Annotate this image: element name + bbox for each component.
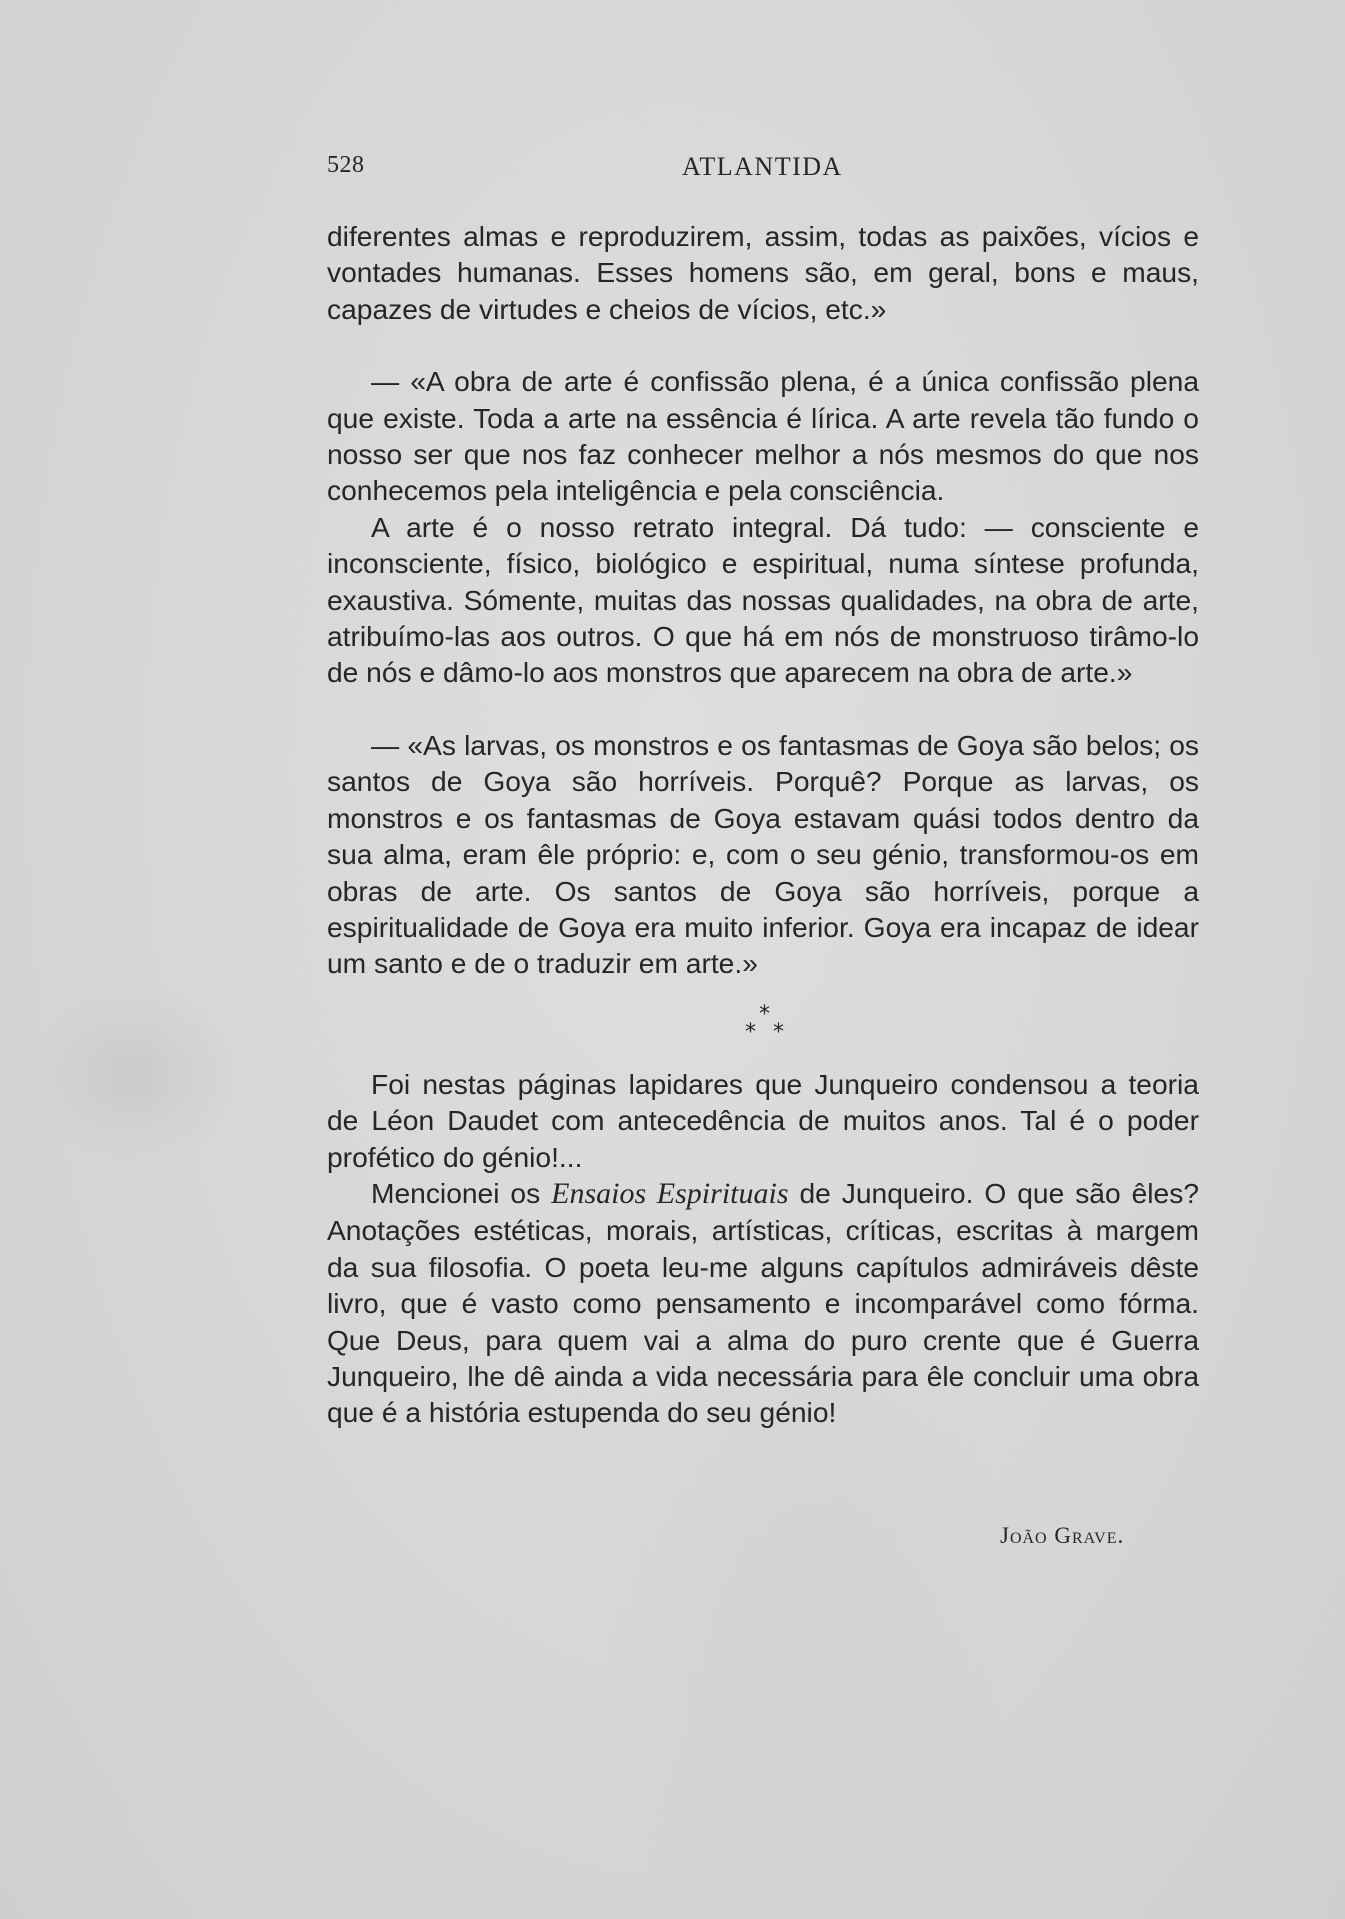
author-signature: João Grave. xyxy=(1000,1523,1125,1548)
asterisk-left: * xyxy=(745,1019,756,1045)
paragraph-6-start: Mencionei os xyxy=(371,1176,552,1209)
asterisk-right: * xyxy=(773,1019,784,1045)
asterisk-top: * xyxy=(759,1001,770,1027)
paragraph-4: — «As larvas, os monstros e os fantasmas de Goya são belos; os santos de Goya são horríveis. Porquê? Porque as larvas, os monstros e os fantasmas de Goya estavam quási todos dentro da sua alma, eram êle próprio: e, com o seu génio, transformou-os em obras de arte. Os santos de Goya são horríveis, porque a espiritualidade de Goya era muito inferior. Goya era incapaz de idear um santo e de o traduzir em arte.» xyxy=(327,728,1199,980)
running-head-title: ATLANTIDA xyxy=(682,152,843,181)
paragraph-2: — «A obra de arte é confissão plena, é a única confissão plena que existe. Toda a arte na essência é lírica. A arte revela tão fundo o nosso ser que nos faz conhecer melhor a nós mesmos do que nos conhecemos pela inteligência e pela consciência. xyxy=(327,365,1199,507)
page-header xyxy=(327,152,1197,188)
paragraph-3: A arte é o nosso retrato integral. Dá tudo: — consciente e inconsciente, físico, biológico e espiritual, numa síntese profunda, exaustiva. Sómente, muitas das nossas qualidades, na obra de arte, atribuímo-las aos outros. O que há em nós de monstruoso tirâmo-lo de nós e dâmo-lo aos monstros que aparecem na obra de arte.» xyxy=(327,510,1199,689)
book-title-italic: Ensaios Espirituais xyxy=(551,1176,789,1210)
paragraph-6-end: de Junqueiro. O que são êles? Anotações estéticas, morais, artísticas, críticas, escritas à margem da sua filosofia. O poeta leu-me alguns capítulos admiráveis dêste livro, que é vasto como pensamento e incomparável como fórma. Que Deus, para quem vai a alma do puro crente que é Guerra Junqueiro, lhe dê ainda a vida necessária para êle concluir uma obra que é a história estupenda do seu génio! xyxy=(327,1176,1200,1429)
paragraph-6 xyxy=(327,1175,1199,1431)
paragraph-1: diferentes almas e reproduzirem, assim, todas as paixões, vícios e vontades humanas. Esses homens são, em geral, bons e maus, capazes de virtudes e cheios de vícios, etc.» xyxy=(327,220,1199,325)
asterism-divider xyxy=(327,1000,1199,1052)
paragraph-5: Foi nestas páginas lapidares que Junqueiro condensou a teoria de Léon Daudet com antecedência de muitos anos. Tal é o poder profético do génio!... xyxy=(327,1067,1199,1173)
page-number: 528 xyxy=(327,152,365,178)
body-text xyxy=(327,218,1199,1431)
